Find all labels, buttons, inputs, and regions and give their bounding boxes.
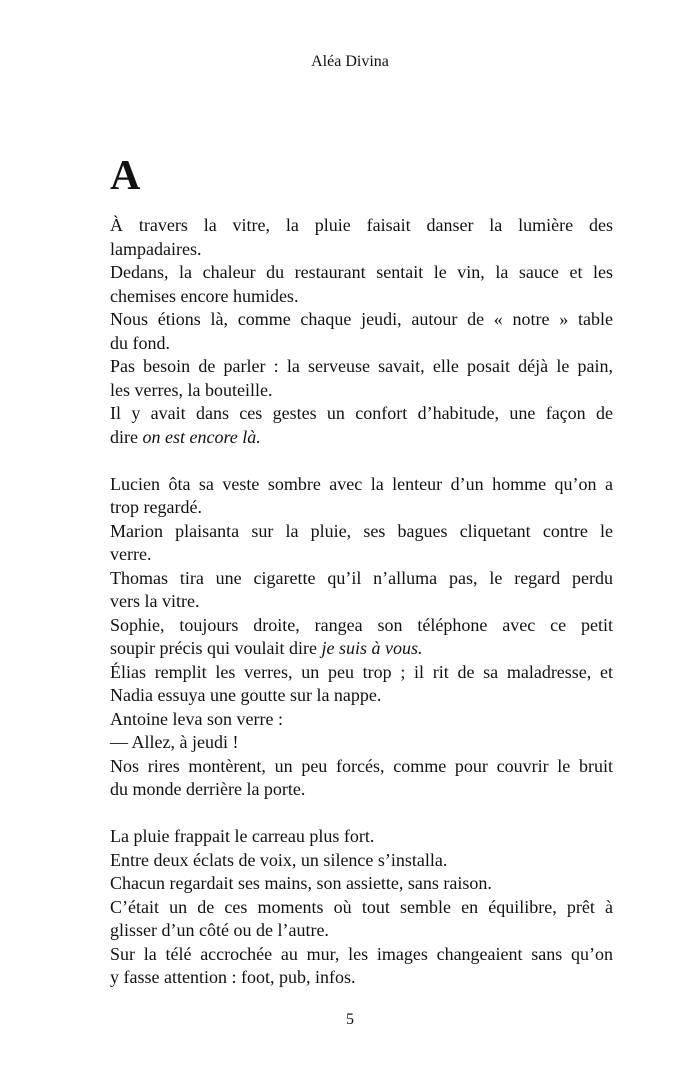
- italic-phrase: je suis à vous.: [321, 638, 423, 658]
- text-line: glisser d’un côté ou de l’autre.: [110, 920, 329, 940]
- text-line: C’était un de ces moments où tout semble en équilibre, prêt à: [110, 896, 613, 917]
- body-text: [110, 214, 613, 990]
- text-line: Nadia essuya une goutte sur la nappe.: [110, 685, 382, 705]
- text-line: les verres, la bouteille.: [110, 379, 273, 400]
- text-line: La pluie frappait le carreau plus fort.: [110, 826, 375, 846]
- running-title: Aléa Divina: [311, 53, 389, 70]
- text-line: Antoine leva son verre :: [110, 708, 283, 729]
- text-line: du fond.: [110, 332, 170, 353]
- paragraph-3: [110, 825, 613, 990]
- paragraph-gap: [110, 449, 613, 473]
- text-line: — Allez, à jeudi !: [110, 732, 239, 752]
- text-line: [110, 637, 613, 661]
- text-line: Nous étions là, comme chaque jeudi, autour de « notre » table: [110, 309, 613, 329]
- text-line: trop regardé.: [110, 497, 202, 517]
- text-line: Nos rires montèrent, un peu forcés, comme pour couvrir le bruit: [110, 755, 613, 776]
- text-line: Marion plaisanta sur la pluie, ses bagues cliquetant contre le: [110, 520, 613, 541]
- paragraph-1: [110, 214, 613, 449]
- text-line: verre.: [110, 544, 152, 564]
- text-line: Sur la télé accrochée au mur, les images changeaient sans qu’on: [110, 943, 613, 964]
- text-line: Entre deux éclats de voix, un silence s’installa.: [110, 849, 448, 870]
- text-line: Sophie, toujours droite, rangea son téléphone avec ce petit: [110, 614, 613, 635]
- text-fragment: dire: [110, 426, 143, 447]
- text-line: [110, 426, 613, 450]
- italic-phrase: on est encore là.: [142, 426, 261, 447]
- text-fragment: soupir précis qui voulait dire: [110, 638, 322, 658]
- paragraph-2: [110, 473, 613, 802]
- text-line: vers la vitre.: [110, 591, 200, 611]
- chapter-letter: A: [110, 153, 141, 199]
- paragraph-gap: [110, 802, 613, 826]
- text-line: Élias remplit les verres, un peu trop ; il rit de sa maladresse, et: [110, 661, 613, 682]
- text-line: Lucien ôta sa veste sombre avec la lenteur d’un homme qu’on a: [110, 473, 613, 494]
- text-line: y fasse attention : foot, pub, infos.: [110, 967, 356, 987]
- text-line: À travers la vitre, la pluie faisait danser la lumière des: [110, 215, 613, 235]
- text-line: Il y avait dans ces gestes un confort d’habitude, une façon de: [110, 403, 613, 423]
- text-line: chemises encore humides.: [110, 285, 299, 306]
- text-line: Thomas tira une cigarette qu’il n’alluma pas, le regard perdu: [110, 567, 613, 588]
- text-line: du monde derrière la porte.: [110, 779, 306, 799]
- text-line: Dedans, la chaleur du restaurant sentait le vin, la sauce et les: [110, 262, 613, 282]
- page-number: 5: [346, 1011, 354, 1028]
- text-line: lampadaires.: [110, 238, 202, 259]
- text-line: Pas besoin de parler : la serveuse savait, elle posait déjà le pain,: [110, 356, 613, 376]
- text-line: Chacun regardait ses mains, son assiette, sans raison.: [110, 873, 492, 893]
